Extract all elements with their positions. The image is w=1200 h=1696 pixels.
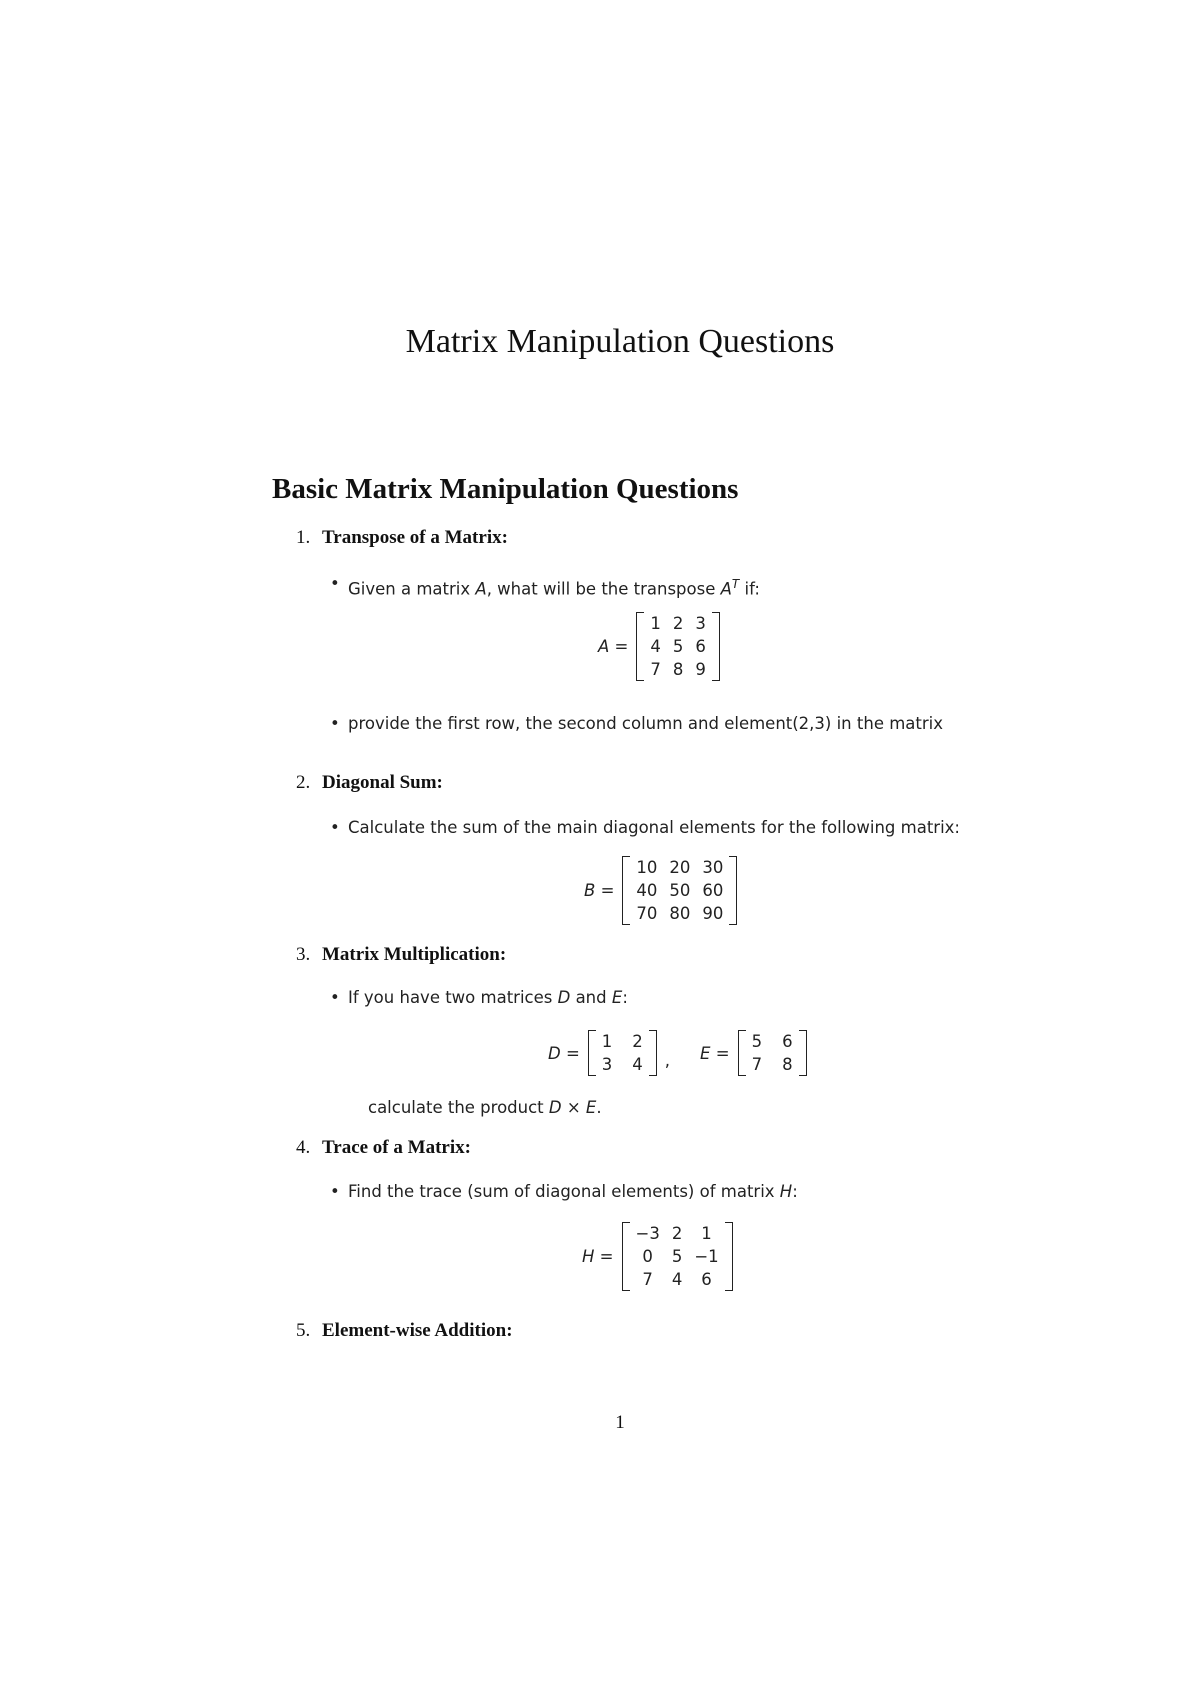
bullet-icon: •: [330, 574, 340, 593]
question-title: Transpose of a Matrix:: [322, 527, 508, 548]
question-4-bullet-1: • Find the trace (sum of diagonal elements) of matrix H:: [348, 1180, 968, 1204]
bullet-icon: •: [330, 1182, 340, 1201]
bracket-right: [649, 1030, 657, 1076]
question-4-heading: [296, 1137, 471, 1159]
question-number: 2.: [296, 772, 311, 793]
bracket-left: [622, 1222, 630, 1291]
matrix-b-cells: 10 20 30 40 50 60 70 80 90: [636, 858, 724, 923]
matrix-e-cells: 5 6 7 8: [751, 1032, 793, 1074]
question-2-heading: [296, 772, 443, 794]
question-title: Diagonal Sum:: [322, 772, 443, 793]
bracket-left: [588, 1030, 596, 1076]
question-5-heading: [296, 1320, 513, 1342]
matrix-h: H = −3 2 1 0 5 −1 7 4 6: [582, 1222, 733, 1291]
bracket-right: [799, 1030, 807, 1076]
bracket-left: [622, 856, 630, 925]
section-heading: Basic Matrix Manipulation Questions: [272, 473, 739, 505]
question-2-bullet-1: • Calculate the sum of the main diagonal elements for the following matrix:: [348, 816, 972, 840]
matrix-a-cells: 1 2 3 4 5 6 7 8 9: [650, 614, 706, 679]
question-title: Element-wise Addition:: [322, 1320, 513, 1341]
question-1-bullet-2: • provide the first row, the second column and element(2,3) in the matrix: [348, 712, 972, 736]
bracket-right: [729, 856, 737, 925]
bracket-right: [725, 1222, 733, 1291]
bracket-left: [636, 612, 644, 681]
question-number: 3.: [296, 944, 311, 965]
question-1-bullet-1: • Given a matrix A, what will be the transpose $A^T$ if:: [330, 574, 760, 599]
question-3-heading: [296, 944, 506, 966]
question-number: 1.: [296, 527, 311, 548]
question-title: Trace of a Matrix:: [322, 1137, 471, 1158]
question-number: 5.: [296, 1320, 311, 1341]
document-title: Matrix Manipulation Questions: [405, 323, 835, 360]
bullet-icon: •: [330, 988, 340, 1007]
matrix-d-cells: 1 2 3 4: [601, 1032, 643, 1074]
question-3-bullet-1: • If you have two matrices D and E:: [348, 986, 968, 1010]
page-number: 1: [615, 1412, 625, 1433]
question-title: Matrix Multiplication:: [322, 944, 507, 965]
matrix-a: A = 1 2 3 4 5 6 7 8 9: [598, 612, 720, 681]
bullet-icon: •: [330, 714, 340, 733]
bullet-icon: •: [330, 818, 340, 837]
matrix-h-cells: −3 2 1 0 5 −1 7 4 6: [635, 1224, 719, 1289]
matrix-b: B = 10 20 30 40 50 60 70 80 90: [584, 856, 737, 925]
bracket-left: [738, 1030, 746, 1076]
matrix-d-and-e: D = 1 2 3 4 , E = 5 6 7 8: [548, 1030, 807, 1076]
question-number: 4.: [296, 1137, 311, 1158]
question-3-product-text: calculate the product D × E.: [368, 1098, 602, 1117]
question-1-heading: [296, 527, 508, 549]
bracket-right: [712, 612, 720, 681]
